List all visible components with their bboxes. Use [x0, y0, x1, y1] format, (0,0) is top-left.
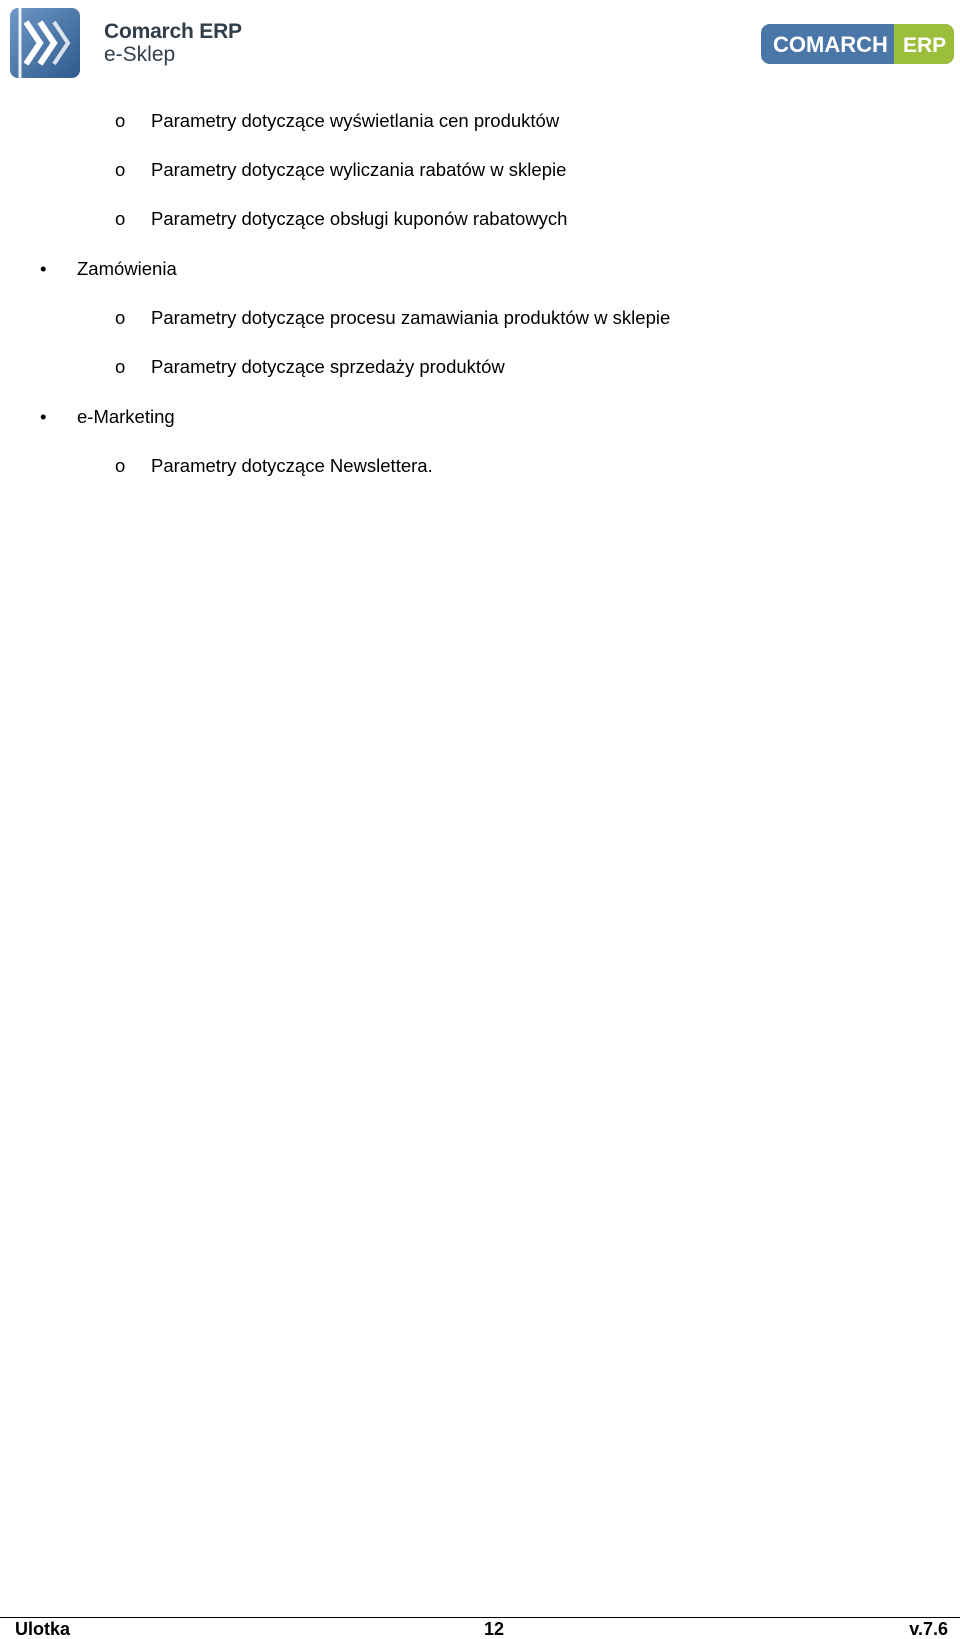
list-item-text: Parametry dotyczące Newslettera.	[151, 455, 433, 476]
list-marker: o	[115, 307, 126, 328]
list-marker: •	[40, 406, 47, 427]
comarch-e-sklep-logo	[10, 8, 242, 78]
list-marker: o	[115, 356, 126, 377]
brand-comarch-text: COMARCH	[773, 32, 888, 57]
list-marker: •	[40, 258, 47, 279]
list-item-text: Parametry dotyczące procesu zamawiania produktów w sklepie	[151, 307, 671, 328]
list-item-text: Parametry dotyczące wyświetlania cen produktów	[151, 110, 560, 131]
list-marker: o	[115, 110, 126, 131]
page-header	[0, 0, 960, 86]
list-marker: o	[115, 455, 126, 476]
chevron-arrows-icon	[10, 8, 80, 78]
page-number: 12	[484, 1619, 505, 1639]
brand-erp-text: ERP	[903, 34, 947, 57]
list-item-text: Parametry dotyczące sprzedaży produktów	[151, 356, 505, 377]
footer-version: v.7.6	[909, 1619, 948, 1639]
list-marker: o	[115, 208, 126, 229]
list-item-text: Zamówienia	[77, 258, 177, 279]
product-subname: e-Sklep	[104, 43, 176, 66]
list-item-text: Parametry dotyczące wyliczania rabatów w sklepie	[151, 159, 567, 180]
footer-doc-title: Ulotka	[15, 1619, 71, 1639]
list-marker: o	[115, 159, 126, 180]
product-name: Comarch ERP	[104, 20, 242, 43]
comarch-erp-logo	[761, 24, 954, 64]
list-item-text: e-Marketing	[77, 406, 175, 427]
list-item-text: Parametry dotyczące obsługi kuponów rabatowych	[151, 208, 568, 229]
page-footer	[0, 1617, 960, 1639]
